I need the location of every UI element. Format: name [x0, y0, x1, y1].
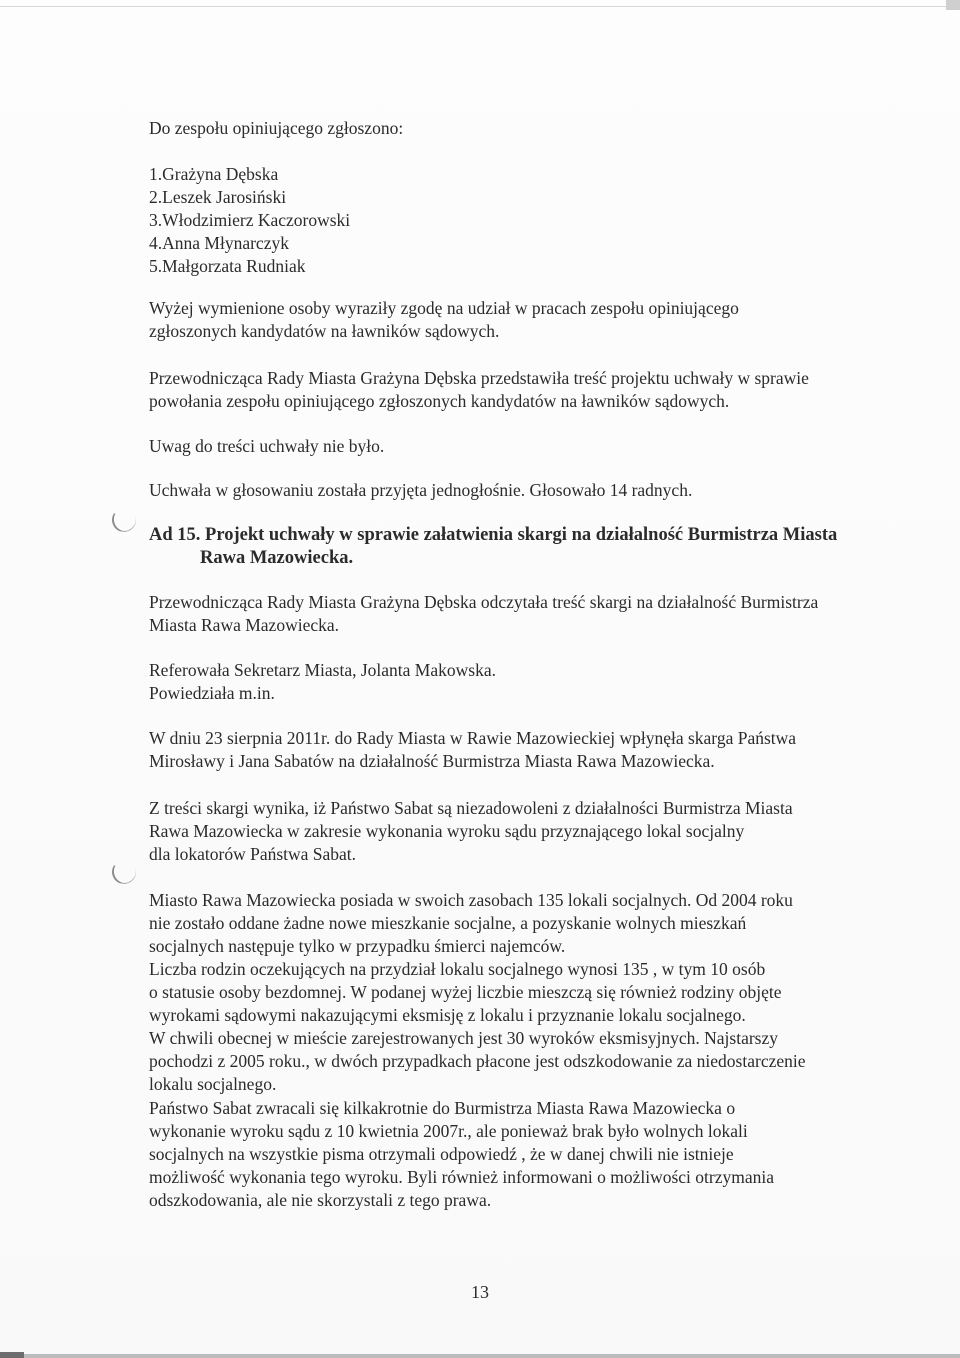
- punch-hole-mark-upper: [109, 505, 140, 536]
- paragraph-line: Powiedziała m.in.: [149, 683, 275, 703]
- paragraph-line: lokalu socjalnego.: [149, 1074, 277, 1094]
- list-item: 1.Grażyna Dębska: [149, 164, 279, 184]
- paragraph-line: o statusie osoby bezdomnej. W podanej wyżej liczbie mieszczą się również rodziny objęte: [149, 982, 782, 1002]
- page-number: 13: [471, 1282, 489, 1302]
- paragraph-line: Liczba rodzin oczekujących na przydział lokalu socjalnego wynosi 135 , w tym 10 osób: [149, 959, 766, 979]
- paragraph-line: powołania zespołu opiniującego zgłoszonych kandydatów na ławników sądowych.: [149, 391, 730, 411]
- consent-paragraph: [149, 297, 739, 343]
- paragraph-line: socjalnych na wszystkie pisma otrzymali odpowiedź , że w danej chwili nie istnieje: [149, 1144, 734, 1164]
- paragraph-line: wykonanie wyroku sądu z 10 kwietnia 2007r., ale ponieważ brak było wolnych lokali: [149, 1121, 748, 1141]
- paragraph-line: Referowała Sekretarz Miasta, Jolanta Makowska.: [149, 660, 496, 680]
- list-item: 4.Anna Młynarczyk: [149, 233, 289, 253]
- paragraph-line: W chwili obecnej w mieście zarejestrowanych jest 30 wyroków eksmisyjnych. Najstarszy: [149, 1028, 779, 1048]
- paragraph-line: zgłoszonych kandydatów na ławników sądowych.: [149, 321, 500, 341]
- complaint-content-paragraph: [149, 797, 793, 866]
- paragraph-line: Państwo Sabat zwracali się kilkakrotnie do Burmistrza Miasta Rawa Mazowiecka o: [149, 1098, 736, 1118]
- speaker-paragraph: [149, 659, 496, 705]
- scan-top-edge: [0, 6, 960, 7]
- paragraph-line: pochodzi z 2005 roku., w dwóch przypadkach płacone jest odszkodowanie za niedostarczenie: [149, 1051, 806, 1071]
- intro-paragraph: [149, 117, 403, 140]
- heading-line: Ad 15. Projekt uchwały w sprawie załatwienia skargi na działalność Burmistrza Miasta: [149, 525, 838, 545]
- paragraph-line: Mirosławy i Jana Sabatów na działalność Burmistrza Miasta Rawa Mazowiecka.: [149, 751, 715, 771]
- paragraph-line: możliwość wykonania tego wyroku. Byli również informowani o możliwości otrzymania: [149, 1167, 775, 1187]
- reading-paragraph: [149, 591, 818, 637]
- paragraph-line: socjalnych następuje tylko w przypadku śmierci najemców.: [149, 936, 566, 956]
- scan-bottom-edge: [0, 1354, 960, 1358]
- list-item: 3.Włodzimierz Kaczorowski: [149, 210, 351, 230]
- scan-bottom-mark: [0, 1352, 24, 1358]
- paragraph-line: Miasta Rawa Mazowiecka.: [149, 615, 339, 635]
- complaint-date-paragraph: [149, 727, 796, 773]
- paragraph-line: odszkodowania, ale nie skorzystali z tego prawa.: [149, 1190, 492, 1210]
- list-item: 5.Małgorzata Rudniak: [149, 256, 306, 276]
- paragraph-line: Przewodnicząca Rady Miasta Grażyna Dębska odczytała treść skargi na działalność Burmistrza: [149, 592, 819, 612]
- paragraph-line: Rawa Mazowiecka w zakresie wykonania wyroku sądu przyznającego lokal socjalny: [149, 821, 745, 841]
- paragraph-line: Wyżej wymienione osoby wyraziły zgodę na udział w pracach zespołu opiniującego: [149, 298, 739, 318]
- sabat-requests-paragraph: [149, 1097, 774, 1212]
- heading-line: Rawa Mazowiecka.: [200, 548, 354, 568]
- paragraph-line: dla lokatorów Państwa Sabat.: [149, 844, 357, 864]
- scan-corner-mark: [946, 0, 960, 10]
- agenda-heading: [149, 524, 837, 570]
- list-item: 2.Leszek Jarosiński: [149, 187, 287, 207]
- paragraph-line: Uwag do treści uchwały nie było.: [149, 436, 385, 456]
- presentation-paragraph: [149, 367, 809, 413]
- remarks-paragraph: [149, 435, 384, 458]
- paragraph-line: W dniu 23 sierpnia 2011r. do Rady Miasta w Rawie Mazowieckiej wpłynęła skarga Państwa: [149, 728, 797, 748]
- paragraph-line: Uchwała w głosowaniu została przyjęta jednogłośnie. Głosowało 14 radnych.: [149, 480, 693, 500]
- paragraph-line: Przewodnicząca Rady Miasta Grażyna Dębska przedstawiła treść projektu uchwały w sprawie: [149, 368, 809, 388]
- paragraph-line: wyrokami sądowymi nakazującymi eksmisję z lokalu i przyznanie lokalu socjalnego.: [149, 1005, 746, 1025]
- intro-text: Do zespołu opiniującego zgłoszono:: [149, 118, 404, 138]
- paragraph-line: Z treści skargi wynika, iż Państwo Sabat są niezadowoleni z działalności Burmistrza Miasta: [149, 798, 793, 818]
- vote-paragraph: [149, 479, 692, 502]
- housing-paragraph: [149, 889, 806, 1096]
- punch-hole-mark-lower: [109, 857, 140, 888]
- paragraph-line: nie zostało oddane żadne nowe mieszkanie socjalne, a pozyskanie wolnych mieszkań: [149, 913, 747, 933]
- paragraph-line: Miasto Rawa Mazowiecka posiada w swoich zasobach 135 lokali socjalnych. Od 2004 roku: [149, 890, 793, 910]
- candidate-list: [149, 163, 350, 278]
